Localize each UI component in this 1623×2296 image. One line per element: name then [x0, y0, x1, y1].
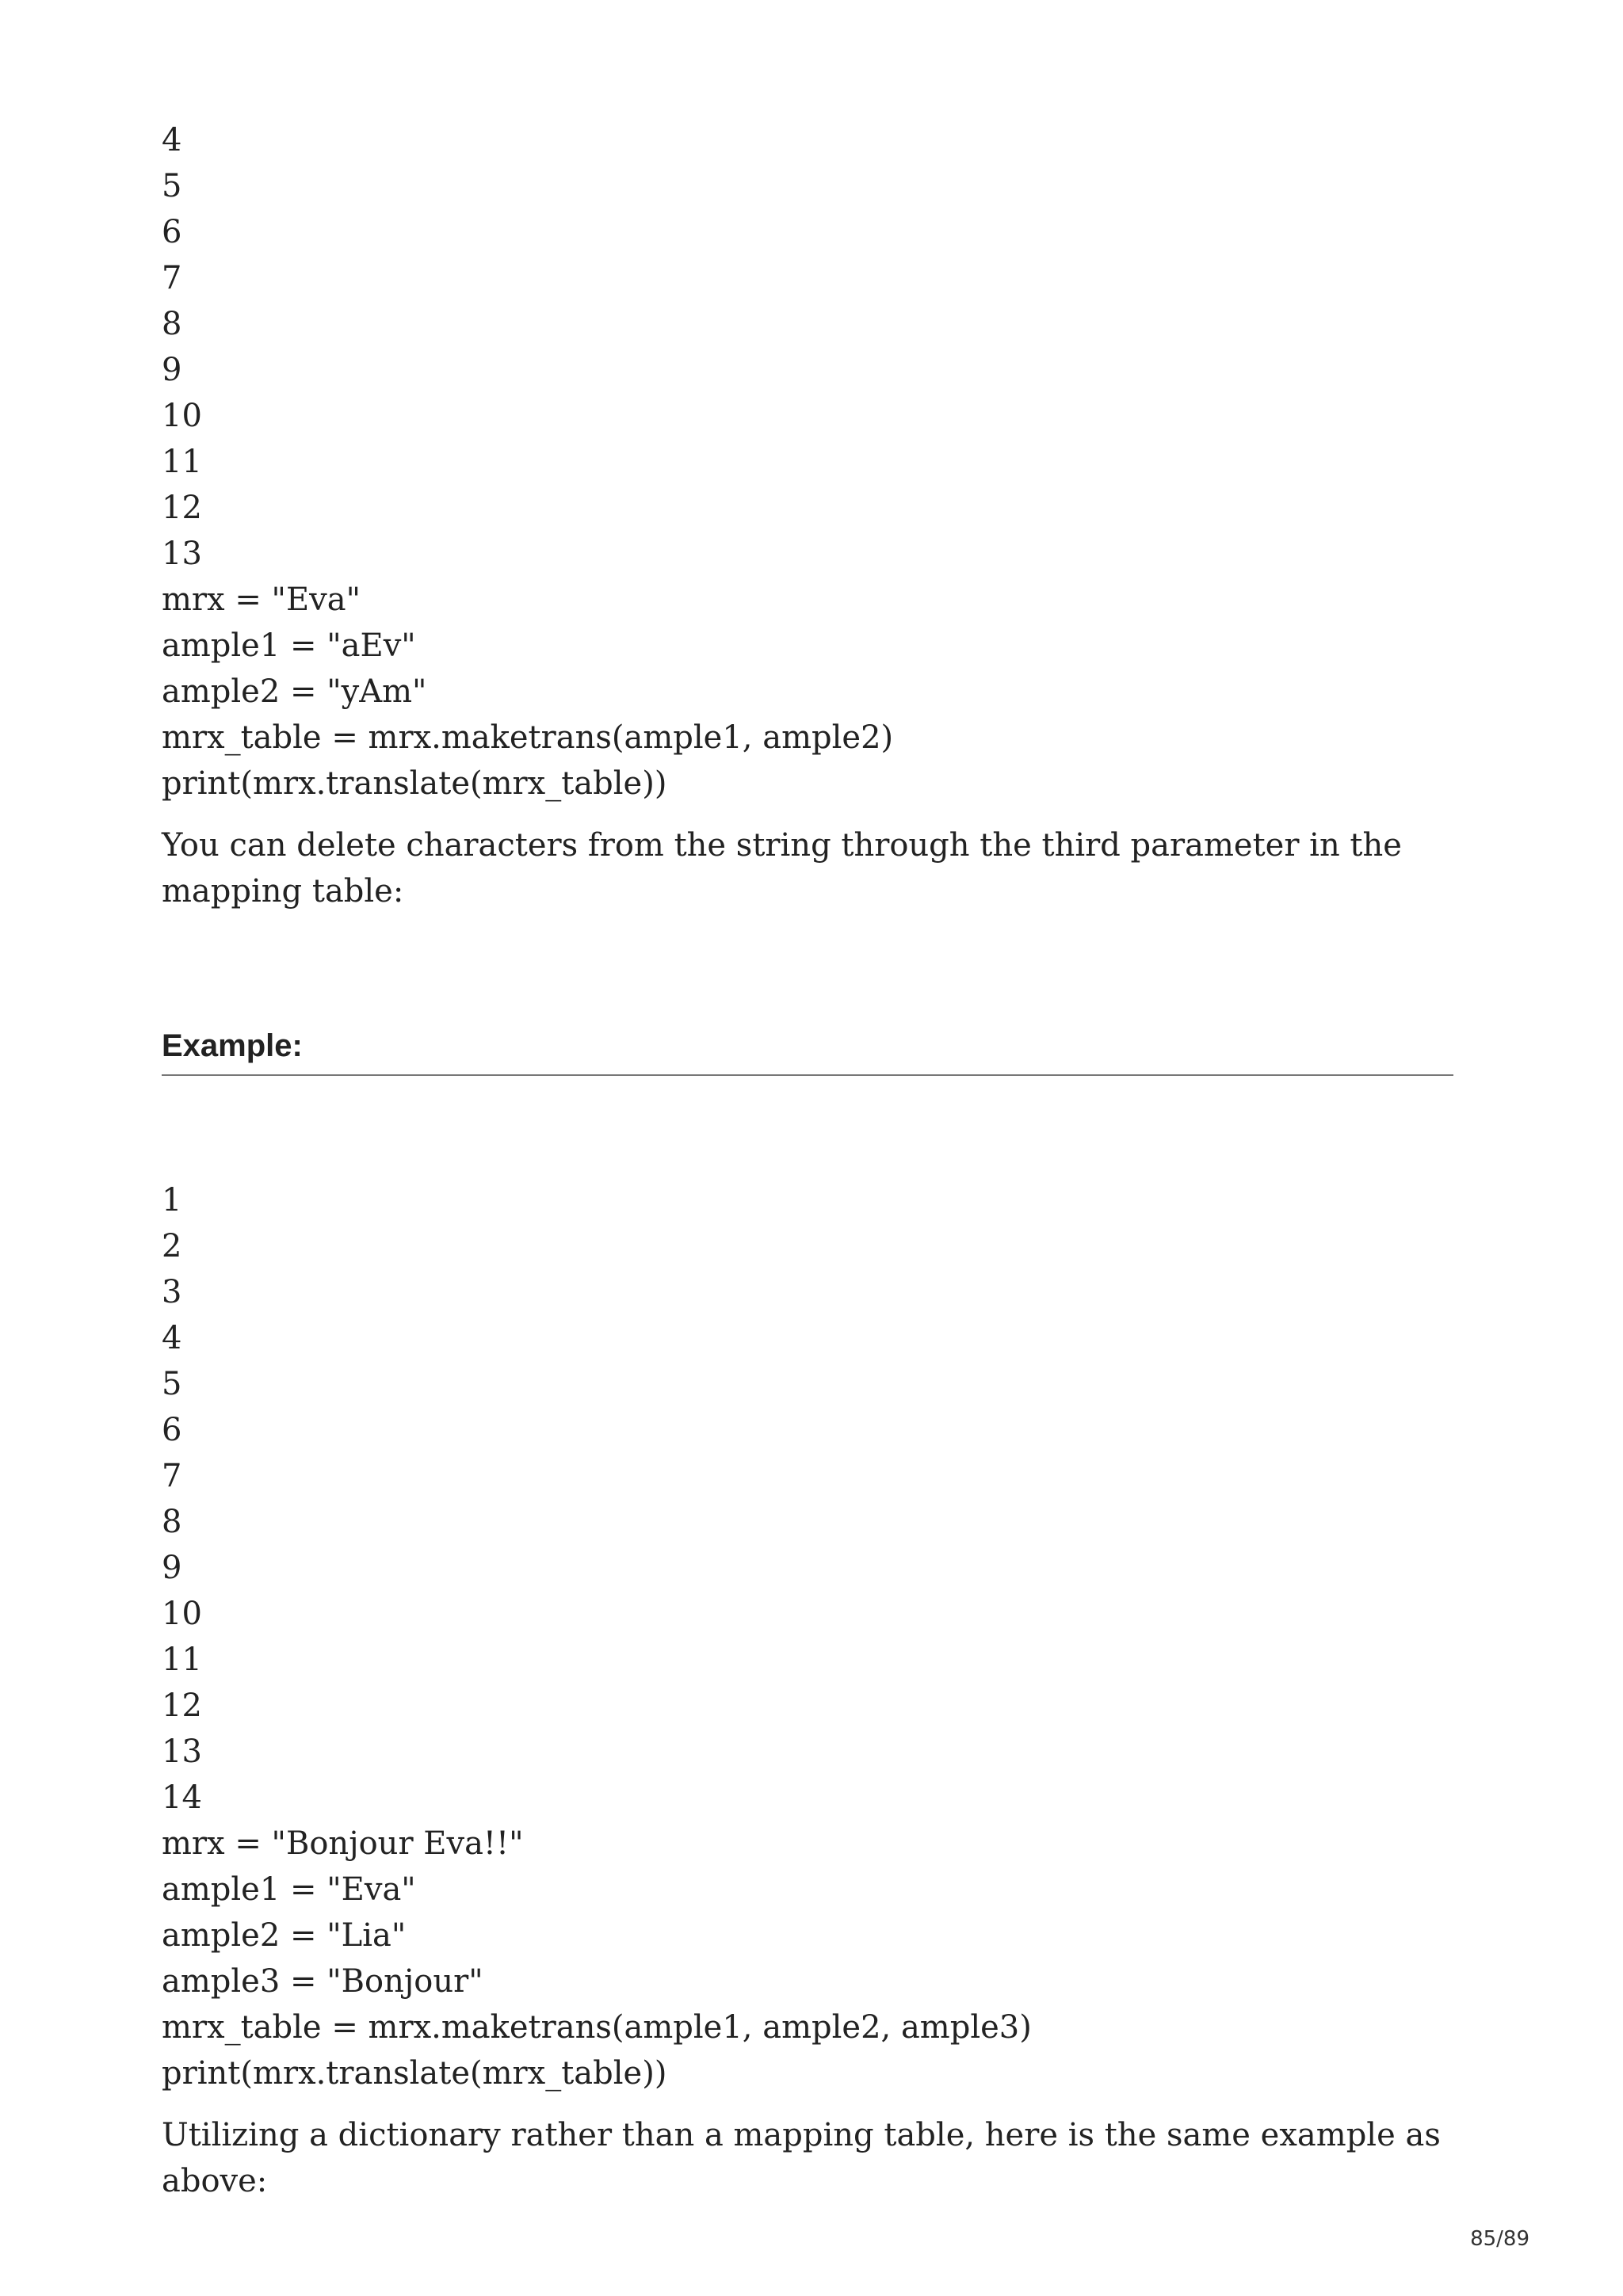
code-block-1: [162, 117, 1453, 807]
code-line: ample2 = "yAm": [162, 673, 427, 710]
page-number: 85/89: [1470, 2227, 1529, 2251]
code-line: mrx_table = mrx.maketrans(ample1, ample2, ample3): [162, 2009, 1032, 2046]
code-line: ample3 = "Bonjour": [162, 1963, 483, 2000]
code-line: ample2 = "Lia": [162, 1917, 407, 1954]
line-number: 1: [162, 1182, 182, 1219]
code-line: print(mrx.translate(mrx_table)): [162, 2055, 667, 2092]
line-number: 8: [162, 1504, 182, 1540]
line-number: 5: [162, 168, 182, 204]
line-number: 10: [162, 1596, 202, 1632]
line-number: 10: [162, 398, 202, 434]
example-heading: Example:: [162, 1028, 303, 1063]
code-line: mrx = "Bonjour Eva!!": [162, 1825, 524, 1862]
line-number: 14: [162, 1779, 202, 1816]
code-line: ample1 = "aEv": [162, 627, 416, 664]
line-number: 13: [162, 536, 202, 572]
line-number: 12: [162, 1688, 202, 1724]
line-number: 13: [162, 1733, 202, 1770]
line-number: 6: [162, 214, 182, 250]
page-content: [162, 117, 1453, 2204]
code-line: mrx = "Eva": [162, 582, 361, 618]
line-number: 9: [162, 1550, 182, 1586]
code-line: print(mrx.translate(mrx_table)): [162, 765, 667, 802]
line-number: 4: [162, 1320, 182, 1356]
line-number: 12: [162, 490, 202, 526]
line-number: 7: [162, 260, 182, 296]
line-number: 6: [162, 1412, 182, 1448]
paragraph-dictionary-example: Utilizing a dictionary rather than a mapping table, here is the same example as above:: [162, 2117, 1441, 2199]
line-number: 2: [162, 1228, 182, 1264]
line-number: 4: [162, 122, 182, 158]
line-number: 3: [162, 1274, 182, 1310]
line-number: 11: [162, 1642, 202, 1678]
line-number: 11: [162, 444, 202, 480]
paragraph-delete-characters: You can delete characters from the string through the third parameter in the mapping table:: [162, 827, 1402, 910]
line-number: 8: [162, 306, 182, 342]
code-line: mrx_table = mrx.maketrans(ample1, ample2): [162, 719, 894, 756]
line-number: 9: [162, 352, 182, 388]
code-line: ample1 = "Eva": [162, 1871, 416, 1908]
line-number: 5: [162, 1366, 182, 1402]
line-number: 7: [162, 1458, 182, 1494]
code-block-2: [162, 1177, 1453, 2096]
